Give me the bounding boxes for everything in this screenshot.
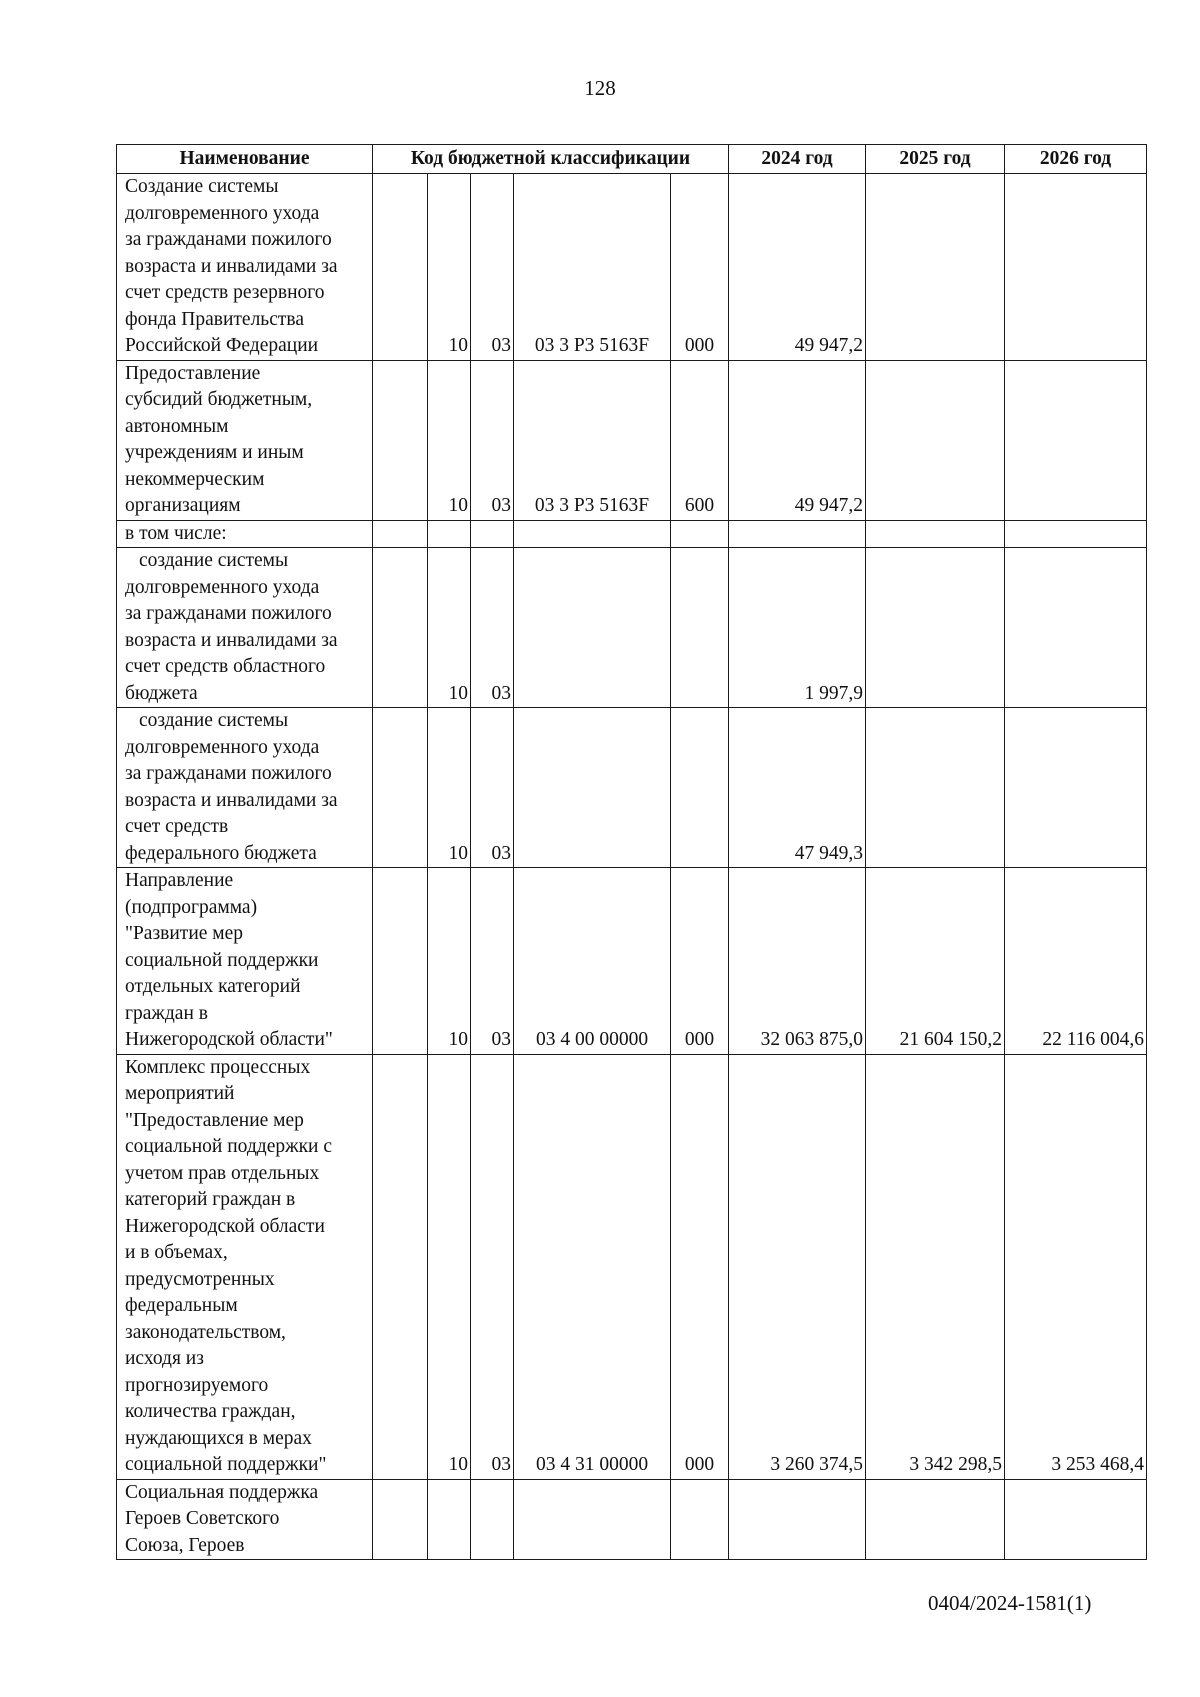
row-name: Предоставление субсидий бюджетным, автономным учреждениям и иным некоммерческим организациям xyxy=(117,360,373,520)
value-2026 xyxy=(1005,1479,1147,1560)
value-2025 xyxy=(866,1479,1005,1560)
header-code: Код бюджетной классификации xyxy=(373,145,729,174)
code-expense-type: 600 xyxy=(671,360,729,520)
code-blank xyxy=(373,174,428,361)
code-target-article: 03 4 00 00000 xyxy=(514,868,671,1055)
value-2024: 49 947,2 xyxy=(729,174,866,361)
value-2024 xyxy=(729,520,866,548)
code-section xyxy=(428,520,471,548)
code-target-article xyxy=(514,520,671,548)
header-2024: 2024 год xyxy=(729,145,866,174)
code-target-article xyxy=(514,1479,671,1560)
document-code: 0404/2024-1581(1) xyxy=(928,1591,1092,1615)
code-target-article xyxy=(514,708,671,868)
code-section: 10 xyxy=(428,1054,471,1479)
code-blank xyxy=(373,1479,428,1560)
code-section: 10 xyxy=(428,868,471,1055)
code-expense-type xyxy=(671,1479,729,1560)
value-2025 xyxy=(866,174,1005,361)
table-row xyxy=(117,174,1147,361)
code-blank xyxy=(373,548,428,708)
row-name: Комплекс процессных мероприятий "Предоставление мер социальной поддержки с учетом прав отдельных категорий граждан в Нижегородской области и в объемах, предусмотренных федеральным законодательством, исходя из прогнозируемого количества граждан, нуждающихся в мерах социальной поддержки" xyxy=(117,1054,373,1479)
code-subsection xyxy=(471,1479,514,1560)
value-2025 xyxy=(866,708,1005,868)
value-2025: 3 342 298,5 xyxy=(866,1054,1005,1479)
code-blank xyxy=(373,708,428,868)
code-subsection: 03 xyxy=(471,548,514,708)
table-header-row xyxy=(117,145,1147,174)
code-blank xyxy=(373,1054,428,1479)
table-row xyxy=(117,708,1147,868)
header-name: Наименование xyxy=(117,145,373,174)
header-2025: 2025 год xyxy=(866,145,1005,174)
code-expense-type: 000 xyxy=(671,868,729,1055)
table-row xyxy=(117,1054,1147,1479)
code-blank xyxy=(373,360,428,520)
value-2026: 22 116 004,6 xyxy=(1005,868,1147,1055)
code-section xyxy=(428,1479,471,1560)
code-target-article: 03 4 31 00000 xyxy=(514,1054,671,1479)
row-name: Направление (подпрограмма) "Развитие мер социальной поддержки отдельных категорий граждан в Нижегородской области" xyxy=(117,868,373,1055)
table-row xyxy=(117,1479,1147,1560)
code-target-article: 03 3 Р3 5163F xyxy=(514,174,671,361)
code-subsection: 03 xyxy=(471,1054,514,1479)
budget-table xyxy=(116,144,1147,1560)
code-target-article xyxy=(514,548,671,708)
value-2024: 1 997,9 xyxy=(729,548,866,708)
code-subsection xyxy=(471,520,514,548)
value-2024: 3 260 374,5 xyxy=(729,1054,866,1479)
code-target-article: 03 3 Р3 5163F xyxy=(514,360,671,520)
code-section: 10 xyxy=(428,174,471,361)
value-2026 xyxy=(1005,520,1147,548)
value-2026 xyxy=(1005,708,1147,868)
value-2025 xyxy=(866,520,1005,548)
code-section: 10 xyxy=(428,548,471,708)
row-name: создание системы долговременного ухода за гражданами пожилого возраста и инвалидами за счет средств федерального бюджета xyxy=(117,708,373,868)
code-expense-type: 000 xyxy=(671,1054,729,1479)
row-name: в том числе: xyxy=(117,520,373,548)
value-2026 xyxy=(1005,360,1147,520)
row-name: создание системы долговременного ухода за гражданами пожилого возраста и инвалидами за счет средств областного бюджета xyxy=(117,548,373,708)
table-row xyxy=(117,548,1147,708)
code-section: 10 xyxy=(428,708,471,868)
code-blank xyxy=(373,520,428,548)
code-expense-type xyxy=(671,708,729,868)
row-name: Создание системы долговременного ухода за гражданами пожилого возраста и инвалидами за счет средств резервного фонда Правительства Российской Федерации xyxy=(117,174,373,361)
table-row xyxy=(117,868,1147,1055)
code-blank xyxy=(373,868,428,1055)
code-expense-type: 000 xyxy=(671,174,729,361)
code-subsection: 03 xyxy=(471,708,514,868)
value-2025: 21 604 150,2 xyxy=(866,868,1005,1055)
code-subsection: 03 xyxy=(471,174,514,361)
row-name: Социальная поддержка Героев Советского Союза, Героев xyxy=(117,1479,373,1560)
value-2024 xyxy=(729,1479,866,1560)
value-2026 xyxy=(1005,174,1147,361)
value-2024: 49 947,2 xyxy=(729,360,866,520)
table-body xyxy=(117,174,1147,1560)
value-2024: 32 063 875,0 xyxy=(729,868,866,1055)
code-expense-type xyxy=(671,520,729,548)
value-2026 xyxy=(1005,548,1147,708)
value-2025 xyxy=(866,360,1005,520)
table-row xyxy=(117,360,1147,520)
header-2026: 2026 год xyxy=(1005,145,1147,174)
page-number: 128 xyxy=(584,76,616,100)
code-section: 10 xyxy=(428,360,471,520)
code-expense-type xyxy=(671,548,729,708)
value-2025 xyxy=(866,548,1005,708)
table-row xyxy=(117,520,1147,548)
code-subsection: 03 xyxy=(471,868,514,1055)
value-2026: 3 253 468,4 xyxy=(1005,1054,1147,1479)
value-2024: 47 949,3 xyxy=(729,708,866,868)
code-subsection: 03 xyxy=(471,360,514,520)
